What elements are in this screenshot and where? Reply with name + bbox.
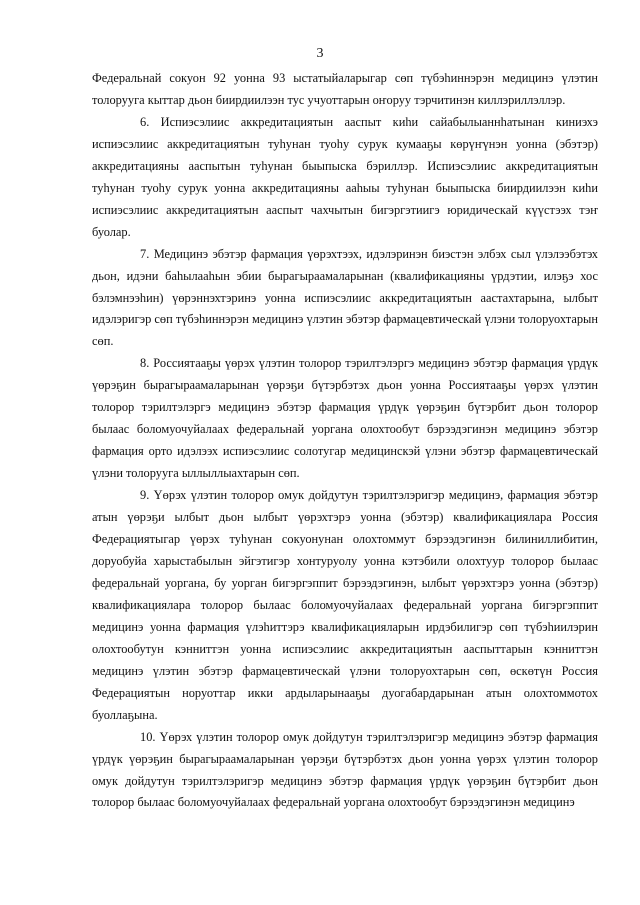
paragraph-6: 6. Испиэсэлиис аккредитациятын ааспыт киһи сайабылыаннһатынан киниэхэ испиэсэлиис аккредитациятын туһунан туоһу сурук кумааҕы көрүҥүнэн уонна (эбэтэр) аккредитацияны аaспытын туһунан быыпыска бэриллэр. Испиэсэлиис аккредитациятын туһунан туоһу сурук уонна аккредитацияны ааһыы туһунан быыпыска биирдиилээн киһи испиэсэлиис аккредитациятын аaспыт чахчытын бигэргэтиигэ юридическай күүстээх тэҥ буолар. bbox=[92, 114, 598, 239]
paragraph-10: 10. Үөрэх үлэтин толорор омук дойдутун тэрилтэлэригэр медицинэ эбэтэр фармация үрдүк үөрэҕин бырагыраамаларынан үөрэҕи бүтэрбэтэх дьон уонна үөрэх үлэтин толорор омук дойдутун тэрилтэлэригэр медицинэ эбэтэр фармация үрдүк үөрэҕин бүтэрбит дьон толорор былаас боломуочуйалаах федеральнай уорганa олохтообут бэрээдэгинэн медицинэ bbox=[92, 729, 598, 810]
paragraph-continuation: Федеральнай сокуон 92 уонна 93 ыстатыйаларыгар сөп түбэһиннэрэн медицинэ үлэтин толоруугa кыттар дьон биирдиилээн тус учуоттарын оҥоруу тэрчитинэн киллэриллэллэр. bbox=[92, 71, 598, 107]
paragraph-7: 7. Медицинэ эбэтэр фармация үөрэхтээх, идэлэринэн биэстэн элбэх сыл үлэлээбэтэх дьон, идэни баһылааһын эбии бырагыраамаларынан (квалификацияны үрдэтии, илэҕэ хос бэлэмнээһин) үөрэннэхтэринэ уонна испиэсэлиис аккредитациятын аастахтарына, ылбыт идэлэригэр сөп түбэһиннэрэн медицинэ үлэтин эбэтэр фармацевтическай үлэни толоруохтарын сөп. bbox=[92, 246, 598, 349]
paragraph-9: 9. Үөрэх үлэтин толорор омук дойдутун тэрилтэлэригэр медицинэ, фармация эбэтэр атын үөрэҕи ылбыт дьон ылбыт үөрэхтэрэ уонна (эбэтэр) квалификациялара Россия Федерациятыгар үөрэх туһунан сокуонунан олохтоммут бэрээдэгинэн билиниллибитин, доруобуйа харыстабылын эйгэтигэр хонтуруолу уонна кэтэбили олохтуур толорор былаас федеральнай уорганa, бу уорган бигэргэппит бэрээдэгинэн, ылбыт үөрэхтэрэ уонна (эбэтэр) квалификациялара толорор былаас боломуочуйалаах федеральнай уорганa бигэргэппит медицинэ уонна фармация үлэһиттэрэ квалификацияларын ирдэбилигэр сөп түбэһиилэрин олохтообутун кэнниттэн уонна испиэсэлиис аккредитациятын аaспыттарын кэнниттэн медицинэ үлэтин эбэтэр фармацевтическай үлэни толоруохтарын сөп, өскөтүн Россия Федерациятын норуоттар икки ардыларынааҕы дуогабардарынан атын олохтоммотох буоллаҕына. bbox=[92, 488, 598, 722]
paragraph-8: 8. Россиятааҕы үөрэх үлэтин толорор тэрилтэлэргэ медицинэ эбэтэр фармация үрдүк үөрэҕин бырагыраамаларынан үөрэҕи бүтэрбэтэх дьон уонна Россиятааҕы үөрэх үлэтин толорор тэрилтэлэргэ медицинэ эбэтэр фармация үрдүк үөрэҕин бүтэрбит дьон толорор былаас боломуочуйалаах федеральнай уорганa олохтообут бэрээдэгинэн медицинэ эбэтэр фармация орто идэлээх испиэсэлиис солотугар медицинскэй үлэни эбэтэр фармацевтическай үлэни толоруугa ыллыллыахтарын сөп. bbox=[92, 356, 598, 481]
document-body bbox=[92, 68, 598, 814]
page-number: 3 bbox=[316, 46, 324, 61]
